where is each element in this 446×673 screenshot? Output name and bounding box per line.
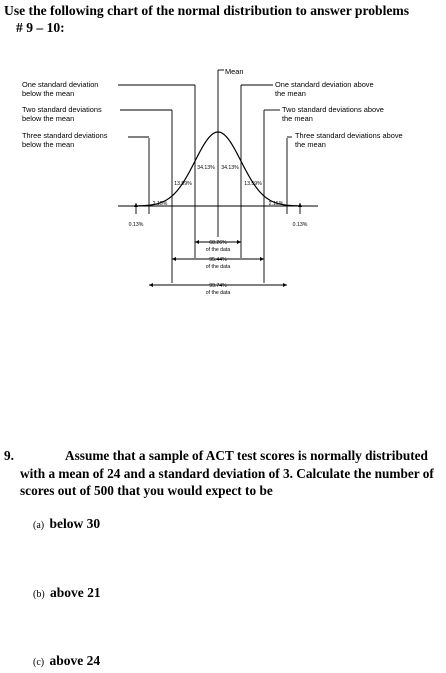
- left-label-1-line-1: One standard deviation: [22, 80, 99, 89]
- left-label-1-line-2: below the mean: [22, 89, 75, 98]
- pct-center-left: 34.13%: [197, 165, 215, 171]
- right-label-1-line-1: One standard deviation above: [275, 80, 374, 89]
- right-label-1-line-2: the mean: [275, 89, 306, 98]
- mean-label: Mean: [225, 67, 244, 76]
- right-label-2-line-1: Two standard deviations above: [282, 105, 384, 114]
- part-b-text: above 21: [50, 585, 101, 600]
- pct-tail-right: 0.13%: [292, 222, 308, 228]
- span-3sd-note: of the data: [205, 290, 231, 296]
- right-label-3-line-2: the mean: [295, 140, 326, 149]
- part-a-label: (a): [33, 520, 45, 531]
- pct-mid-right: 13.59%: [244, 181, 262, 187]
- part-c-label: (c): [33, 657, 45, 668]
- left-label-3-line-2: below the mean: [22, 140, 75, 149]
- span-2sd-note: of the data: [205, 264, 231, 270]
- left-label-2-line-2: below the mean: [22, 114, 75, 123]
- part-a-text: below 30: [49, 516, 101, 531]
- heading-line-1: Use the following chart of the normal distribution to answer problems: [4, 3, 410, 18]
- pct-outer-right: 2.15%: [268, 201, 284, 207]
- right-label-3-line-1: Three standard deviations above: [295, 131, 403, 140]
- left-label-2-line-1: Two standard deviations: [22, 105, 102, 114]
- part-a: [33, 516, 100, 532]
- part-b-label: (b): [33, 589, 45, 600]
- part-b: [33, 585, 101, 601]
- normal-distribution-chart: [0, 62, 446, 317]
- heading-line-2: # 9 – 10:: [16, 20, 65, 35]
- pct-mid-left: 13.59%: [174, 181, 192, 187]
- right-label-2-line-2: the mean: [282, 114, 313, 123]
- pct-tail-left: 0.13%: [128, 222, 144, 228]
- span-1sd-note: of the data: [205, 247, 231, 253]
- question-text: Assume that a sample of ACT test scores is normally distributed with a mean of 24 and a standard deviation of 3. Calculate the number of scores out of 500 that you would expect to be: [20, 448, 434, 498]
- question-9: [4, 447, 444, 500]
- span-1sd-pct: 68.26%: [209, 240, 227, 246]
- left-label-3-line-1: Three standard deviations: [22, 131, 108, 140]
- part-c-text: above 24: [49, 653, 101, 668]
- part-c: [33, 653, 100, 669]
- question-number: 9.: [4, 448, 14, 463]
- span-3sd-pct: 99.74%: [209, 283, 227, 289]
- pct-center-right: 34.13%: [221, 165, 239, 171]
- instructions-heading: [4, 2, 444, 36]
- pct-outer-left: 2.15%: [152, 201, 168, 207]
- span-2sd-pct: 95.44%: [209, 257, 227, 263]
